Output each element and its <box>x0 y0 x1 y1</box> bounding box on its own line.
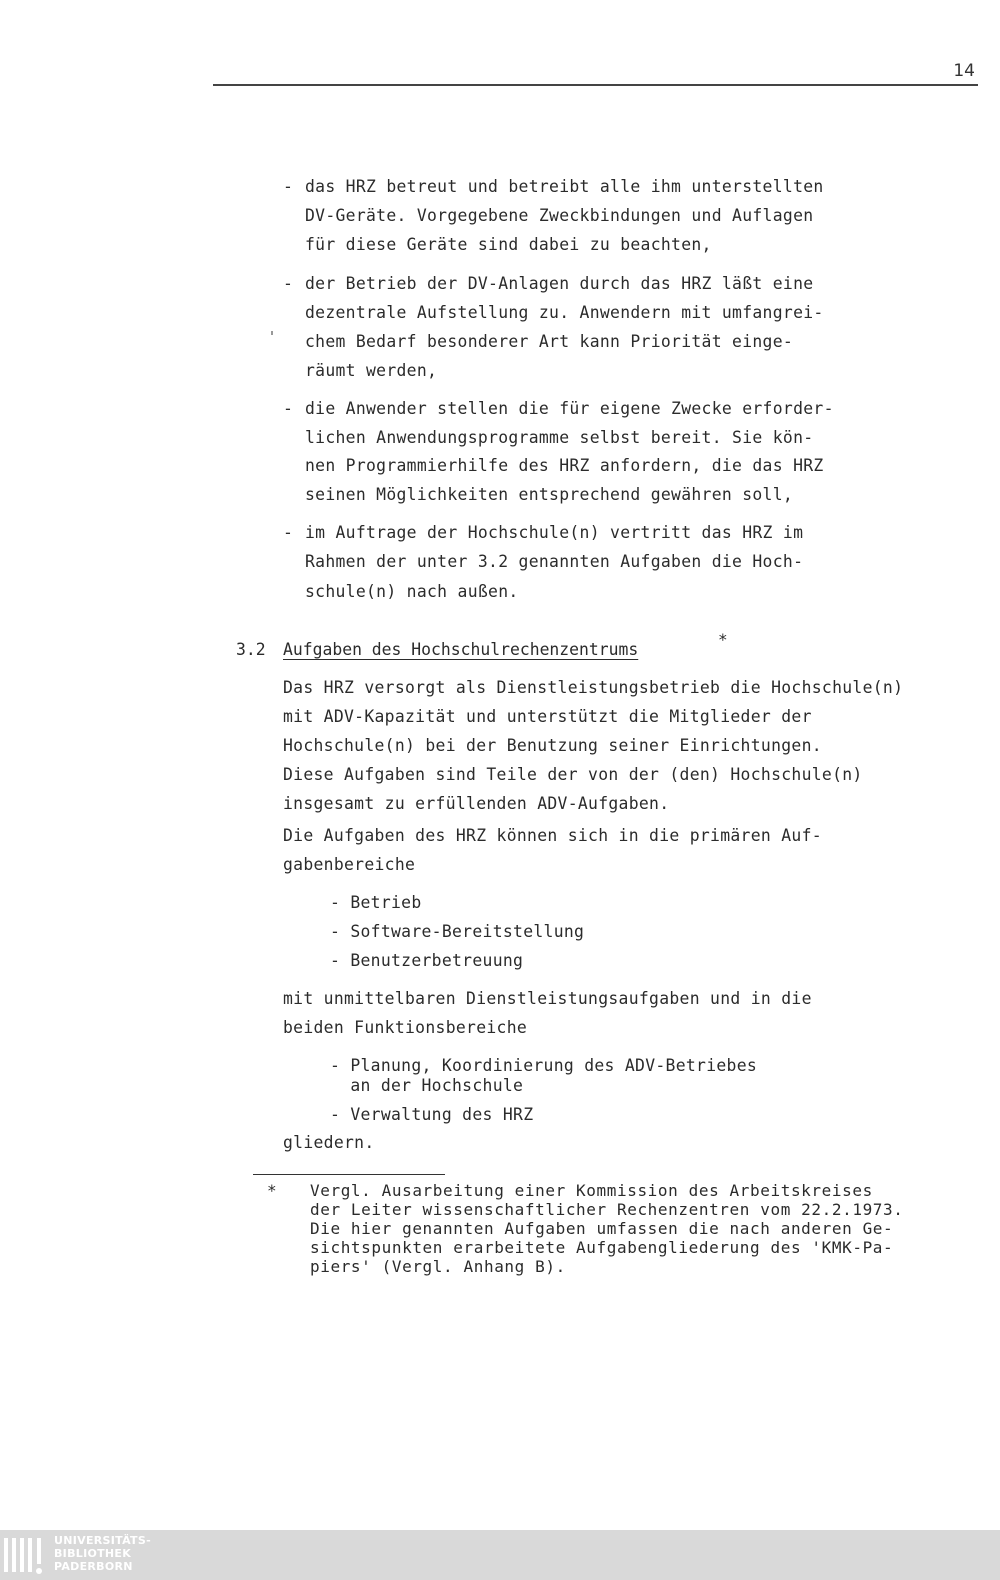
logo-line: UNIVERSITÄTS- <box>54 1534 151 1547</box>
bullet-line: das HRZ betreut und betreibt alle ihm unterstellten <box>305 177 824 196</box>
bullet-line: nen Programmierhilfe des HRZ anfordern, die das HRZ <box>305 456 824 475</box>
paragraph-line: gabenbereiche <box>283 855 416 874</box>
footer-bar <box>0 1530 1000 1580</box>
primary-list-item: - Betrieb <box>330 893 422 912</box>
bullet-line: im Auftrage der Hochschule(n) vertritt das HRZ im <box>305 523 804 542</box>
paragraph-line: Das HRZ versorgt als Dienstleistungsbetrieb die Hochschule(n) <box>283 678 904 697</box>
footnote-reference: * <box>718 630 728 649</box>
function-list-item: - Planung, Koordinierung des ADV-Betriebes <box>330 1056 758 1075</box>
paragraph-line: mit ADV-Kapazität und unterstützt die Mitglieder der <box>283 707 812 726</box>
bullet-dash: - <box>283 399 293 418</box>
bullet-line: Rahmen der unter 3.2 genannten Aufgaben die Hoch- <box>305 552 804 571</box>
paragraph-line: Diese Aufgaben sind Teile der von der (den) Hochschule(n) <box>283 765 863 784</box>
footnote-rule <box>253 1174 445 1175</box>
footnote-line: piers' (Vergl. Anhang B). <box>310 1257 566 1276</box>
library-logo-text <box>54 1534 151 1573</box>
bullet-line: schule(n) nach außen. <box>305 582 519 601</box>
paragraph-line: Die Aufgaben des HRZ können sich in die primären Auf- <box>283 826 822 845</box>
section-number: 3.2 <box>236 640 266 659</box>
bullet-line: dezentrale Aufstellung zu. Anwendern mit umfangrei- <box>305 303 824 322</box>
bullet-line: lichen Anwendungsprogramme selbst bereit. Sie kön- <box>305 428 814 447</box>
paragraph-line: insgesamt zu erfüllenden ADV-Aufgaben. <box>283 794 670 813</box>
bullet-dash: - <box>283 274 293 293</box>
primary-list-item: - Software-Bereitstellung <box>330 922 585 941</box>
bullet-line: für diese Geräte sind dabei zu beachten, <box>305 235 712 254</box>
function-list-item: an der Hochschule <box>330 1076 524 1095</box>
library-logo-icon <box>4 1534 44 1576</box>
bullet-line: der Betrieb der DV-Anlagen durch das HRZ läßt eine <box>305 274 814 293</box>
bullet-dash: - <box>283 523 293 542</box>
bullet-line: seinen Möglichkeiten entsprechend gewähren soll, <box>305 485 794 504</box>
bullet-dash: - <box>283 177 293 196</box>
bullet-line: chem Bedarf besonderer Art kann Priorität einge- <box>305 332 794 351</box>
function-list-item: - Verwaltung des HRZ <box>330 1105 534 1124</box>
footnote-line: der Leiter wissenschaftlicher Rechenzentren vom 22.2.1973. <box>310 1200 904 1219</box>
bullet-line: die Anwender stellen die für eigene Zwecke erforder- <box>305 399 834 418</box>
footnote-line: Die hier genannten Aufgaben umfassen die nach anderen Ge- <box>310 1219 894 1238</box>
bullet-line: DV-Geräte. Vorgegebene Zweckbindungen und Auflagen <box>305 206 814 225</box>
footnote-line: Vergl. Ausarbeitung einer Kommission des Arbeitskreises <box>310 1181 873 1200</box>
logo-line: PADERBORN <box>54 1560 133 1573</box>
paragraph-line: beiden Funktionsbereiche <box>283 1018 528 1037</box>
page-number: 14 <box>953 61 975 81</box>
footnote-line: sichtspunkten erarbeitete Aufgabengliederung des 'KMK-Pa- <box>310 1238 894 1257</box>
margin-mark <box>271 331 273 335</box>
primary-list-item: - Benutzerbetreuung <box>330 951 524 970</box>
paragraph-line: Hochschule(n) bei der Benutzung seiner Einrichtungen. <box>283 736 822 755</box>
paragraph-line: mit unmittelbaren Dienstleistungsaufgaben und in die <box>283 989 812 1008</box>
header-rule <box>213 84 978 86</box>
bullet-line: räumt werden, <box>305 361 438 380</box>
closing-line: gliedern. <box>283 1133 375 1152</box>
logo-line: BIBLIOTHEK <box>54 1547 132 1560</box>
section-title: Aufgaben des Hochschulrechenzentrums <box>283 640 639 659</box>
footnote-mark: * <box>267 1181 278 1200</box>
